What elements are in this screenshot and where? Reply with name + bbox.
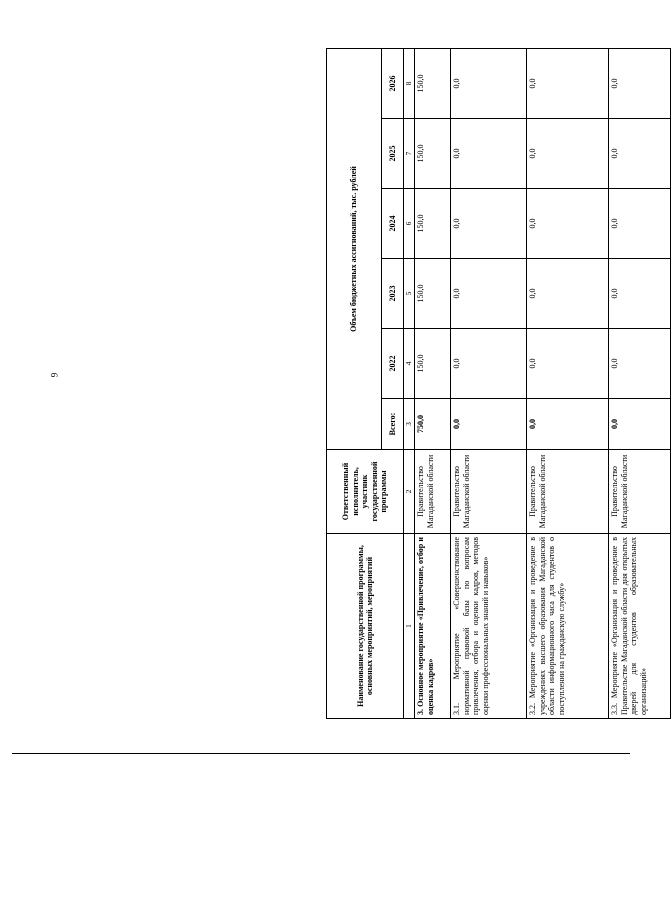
table-row: [451, 48, 527, 718]
header-year: 2023: [382, 259, 404, 329]
header-volume: Объем бюджетных ассигнований, тыс. рублей: [327, 48, 382, 449]
footer-divider: [12, 753, 630, 754]
row-value: 0,0: [609, 119, 671, 189]
row-value: 150,0: [415, 119, 451, 189]
header-year: 2025: [382, 119, 404, 189]
header-executor: Ответственный исполнитель, участник государственной программы: [327, 450, 404, 534]
column-number: 2: [404, 450, 415, 534]
row-value: 0,0: [451, 189, 527, 259]
row-total: 0,0: [609, 399, 671, 450]
row-name: 3.1. Мероприятие «Совершенствование нормативной правовой базы по вопросам привлечения, отбора и оценки кадров, методов оценки профессиональных знаний и навыков»: [451, 534, 527, 719]
row-value: 150,0: [415, 259, 451, 329]
column-number: 3: [404, 399, 415, 450]
column-number: 5: [404, 259, 415, 329]
row-total: 0,0: [451, 399, 527, 450]
table-row: [415, 48, 451, 718]
row-value: 150,0: [415, 329, 451, 399]
column-number: 1: [404, 534, 415, 719]
header-year: 2024: [382, 189, 404, 259]
row-name: 3.3. Мероприятие «Организация и проведение в Правительстве Магаданской области дня открытых дверей для студентов образовательных организаций»: [609, 534, 671, 719]
row-value: 0,0: [451, 48, 527, 118]
header-year: 2022: [382, 329, 404, 399]
row-total: 0,0: [527, 399, 609, 450]
table-row: [527, 48, 609, 718]
column-number: 7: [404, 119, 415, 189]
column-number: 6: [404, 189, 415, 259]
row-value: 150,0: [415, 48, 451, 118]
row-executor: Правительство Магаданской области: [609, 450, 671, 534]
table-row: [609, 48, 671, 718]
row-name: 3.2. Мероприятие «Организация и проведение в учреждениях высшего образования Магаданской области информационного часа для студентов о поступлении на гражданскую службу»: [527, 534, 609, 719]
row-value: 0,0: [609, 259, 671, 329]
row-value: 0,0: [527, 259, 609, 329]
row-value: 0,0: [451, 119, 527, 189]
row-name: 3. Основное мероприятие «Привлечение, отбор и оценка кадров»: [415, 534, 451, 719]
row-executor: Правительство Магаданской области: [527, 450, 609, 534]
row-value: 150,0: [415, 189, 451, 259]
row-value: 0,0: [527, 329, 609, 399]
row-value: 0,0: [527, 189, 609, 259]
column-number: 4: [404, 329, 415, 399]
row-value: 0,0: [609, 48, 671, 118]
row-total: 750,0: [415, 399, 451, 450]
row-executor: Правительство Магаданской области: [451, 450, 527, 534]
row-value: 0,0: [451, 259, 527, 329]
row-value: 0,0: [527, 48, 609, 118]
column-number: 8: [404, 48, 415, 118]
header-name: Наименование государственной программы, основных мероприятий, мероприятий: [327, 534, 404, 719]
row-value: 0,0: [451, 329, 527, 399]
row-value: 0,0: [609, 189, 671, 259]
row-executor: Правительство Магаданской области: [415, 450, 451, 534]
rotated-table-container: [326, 49, 670, 719]
page-number: 9: [49, 372, 60, 378]
budget-table: [326, 48, 671, 719]
row-value: 0,0: [609, 329, 671, 399]
header-year: 2026: [382, 48, 404, 118]
row-value: 0,0: [527, 119, 609, 189]
header-total: Всего:: [382, 399, 404, 450]
